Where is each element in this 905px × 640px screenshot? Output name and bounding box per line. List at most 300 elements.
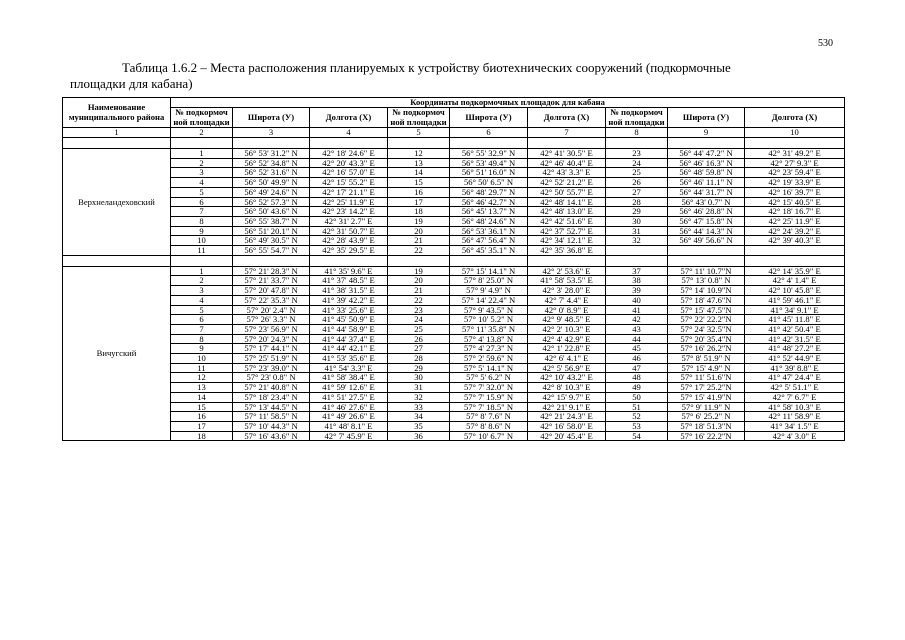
empty-cell: [171, 138, 233, 149]
longitude-cell: 41° 46' 27.6" E: [310, 402, 388, 412]
latitude-cell: 57° 21' 28.3" N: [233, 266, 310, 276]
table-row: [63, 431, 845, 441]
table-row: [63, 363, 845, 373]
site-number: 8: [171, 334, 233, 344]
longitude-cell: 41° 54' 3.3" E: [310, 363, 388, 373]
latitude-cell: 56° 53' 49.4" N: [450, 158, 528, 168]
table-row: [63, 305, 845, 315]
latitude-cell: 57° 15' 14.1" N: [450, 266, 528, 276]
latitude-cell: 56° 51' 20.1" N: [233, 226, 310, 236]
site-number: 52: [606, 412, 668, 422]
column-number: 5: [388, 128, 450, 138]
latitude-cell: 57° 5' 14.1" N: [450, 363, 528, 373]
site-number: 6: [171, 197, 233, 207]
latitude-cell: 56° 49' 56.6" N: [668, 236, 745, 246]
latitude-cell: 56° 50' 6.5" N: [450, 178, 528, 188]
empty-cell: [233, 255, 310, 266]
longitude-cell: 41° 49' 26.6" E: [310, 412, 388, 422]
longitude-cell: 42° 42' 51.6" E: [528, 216, 606, 226]
site-number: 28: [606, 197, 668, 207]
site-number: 28: [388, 354, 450, 364]
site-number: 45: [606, 344, 668, 354]
site-number: 10: [171, 236, 233, 246]
table-row: [63, 197, 845, 207]
latitude-cell: 57° 18' 51.3"N: [668, 421, 745, 431]
column-number: 8: [606, 128, 668, 138]
site-number: 10: [171, 354, 233, 364]
longitude-cell: 42° 1' 22.8" E: [528, 344, 606, 354]
longitude-cell: 42° 5' 56.9" E: [528, 363, 606, 373]
site-number: 26: [388, 334, 450, 344]
latitude-cell: 56° 52' 57.3" N: [233, 197, 310, 207]
table-row: [63, 246, 845, 256]
table-row: [63, 286, 845, 296]
table-row: [63, 315, 845, 325]
latitude-header: Широта (У): [668, 108, 745, 128]
longitude-cell: 42° 18' 16.7" E: [745, 207, 845, 217]
site-number: 47: [606, 363, 668, 373]
longitude-cell: 41° 34' 9.1" E: [745, 305, 845, 315]
longitude-cell: 42° 43' 3.3" E: [528, 168, 606, 178]
latitude-cell: 56° 55' 38.7" N: [233, 216, 310, 226]
site-number: 31: [388, 383, 450, 393]
site-number: 49: [606, 383, 668, 393]
latitude-cell: 56° 48' 59.8" N: [668, 168, 745, 178]
site-number: 35: [388, 421, 450, 431]
site-number: [606, 246, 668, 256]
table-row: [63, 207, 845, 217]
latitude-cell: 57° 23' 56.9" N: [233, 324, 310, 334]
latitude-cell: 56° 51' 16.0" N: [450, 168, 528, 178]
empty-cell: [63, 255, 171, 266]
site-number: 46: [606, 354, 668, 364]
site-number: 29: [606, 207, 668, 217]
empty-cell: [233, 138, 310, 149]
latitude-cell: 57° 15' 47.5"N: [668, 305, 745, 315]
latitude-cell: 57° 13' 0.8" N: [668, 276, 745, 286]
latitude-cell: 57° 16' 26.2"N: [668, 344, 745, 354]
longitude-header: Долгота (Х): [528, 108, 606, 128]
longitude-cell: 42° 15' 40.5" E: [745, 197, 845, 207]
coordinates-table: [62, 97, 845, 441]
site-number: 24: [388, 315, 450, 325]
column-number: 3: [233, 128, 310, 138]
latitude-cell: 57° 14' 22.4" N: [450, 295, 528, 305]
longitude-cell: 42° 21' 9.1" E: [528, 402, 606, 412]
latitude-cell: 56° 48' 24.6" N: [450, 216, 528, 226]
column-number: 9: [668, 128, 745, 138]
latitude-cell: [668, 246, 745, 256]
longitude-cell: 42° 19' 33.9" E: [745, 178, 845, 188]
site-number: 3: [171, 168, 233, 178]
latitude-cell: 56° 46' 11.1" N: [668, 178, 745, 188]
longitude-cell: 42° 50' 55.7" E: [528, 187, 606, 197]
longitude-cell: 41° 48' 27.2" E: [745, 344, 845, 354]
longitude-cell: 42° 2' 53.6" E: [528, 266, 606, 276]
site-number: 25: [606, 168, 668, 178]
latitude-cell: 57° 24' 32.5"N: [668, 324, 745, 334]
site-number: 5: [171, 187, 233, 197]
site-number: 40: [606, 295, 668, 305]
empty-cell: [606, 255, 668, 266]
site-number: 13: [171, 383, 233, 393]
site-number: 18: [171, 431, 233, 441]
site-number: 19: [388, 266, 450, 276]
longitude-cell: 42° 10' 45.8" E: [745, 286, 845, 296]
district-name: Верхнеландеховский: [63, 149, 171, 256]
empty-cell: [745, 255, 845, 266]
longitude-cell: 42° 39' 40.3" E: [745, 236, 845, 246]
table-row: [63, 226, 845, 236]
site-number: 33: [388, 402, 450, 412]
latitude-cell: 57° 7' 18.5" N: [450, 402, 528, 412]
longitude-cell: 41° 38' 31.5" E: [310, 286, 388, 296]
latitude-cell: 57° 2' 59.6" N: [450, 354, 528, 364]
longitude-cell: 42° 35' 36.8" E: [528, 246, 606, 256]
latitude-cell: 57° 25' 51.9" N: [233, 354, 310, 364]
latitude-cell: 56° 52' 31.6" N: [233, 168, 310, 178]
column-number-row: [63, 128, 845, 138]
longitude-cell: 42° 17' 21.1" E: [310, 187, 388, 197]
empty-cell: [606, 138, 668, 149]
latitude-cell: 57° 13' 44.5" N: [233, 402, 310, 412]
site-number: 22: [388, 246, 450, 256]
longitude-cell: 42° 24' 39.2" E: [745, 226, 845, 236]
table-row: [63, 236, 845, 246]
latitude-cell: 57° 23' 39.0" N: [233, 363, 310, 373]
empty-cell: [450, 138, 528, 149]
empty-cell: [528, 255, 606, 266]
site-number: 29: [388, 363, 450, 373]
empty-cell: [528, 138, 606, 149]
latitude-cell: 57° 7' 32.0" N: [450, 383, 528, 393]
latitude-cell: 57° 8' 7.6" N: [450, 412, 528, 422]
longitude-cell: 42° 34' 12.1" E: [528, 236, 606, 246]
latitude-cell: 57° 11' 58.5" N: [233, 412, 310, 422]
longitude-cell: 41° 37' 48.5" E: [310, 276, 388, 286]
latitude-cell: 57° 23' 0.8" N: [233, 373, 310, 383]
latitude-cell: 57° 17' 25.2"N: [668, 383, 745, 393]
longitude-cell: 42° 7' 45.9" E: [310, 431, 388, 441]
site-number: 23: [388, 305, 450, 315]
table-row: [63, 344, 845, 354]
longitude-cell: 42° 2' 10.3" E: [528, 324, 606, 334]
site-number: 14: [388, 168, 450, 178]
site-number-header: № подкормоч ной площадки: [388, 108, 450, 128]
site-number: 36: [388, 431, 450, 441]
latitude-cell: 57° 14' 10.9"N: [668, 286, 745, 296]
latitude-cell: 57° 16' 22.2"N: [668, 431, 745, 441]
site-number: 1: [171, 149, 233, 159]
longitude-cell: 42° 46' 40.4" E: [528, 158, 606, 168]
longitude-cell: 42° 31' 49.2" E: [745, 149, 845, 159]
site-number-header: № подкормоч ной площадки: [171, 108, 233, 128]
site-number: 4: [171, 178, 233, 188]
site-number: 3: [171, 286, 233, 296]
latitude-cell: 57° 20' 47.8" N: [233, 286, 310, 296]
site-number: 8: [171, 216, 233, 226]
latitude-cell: 56° 44' 47.2" N: [668, 149, 745, 159]
longitude-cell: 42° 3' 28.0" E: [528, 286, 606, 296]
site-number: 44: [606, 334, 668, 344]
latitude-cell: 57° 18' 23.4" N: [233, 392, 310, 402]
site-number: 51: [606, 402, 668, 412]
site-number: 41: [606, 305, 668, 315]
column-number: 7: [528, 128, 606, 138]
latitude-cell: 57° 9' 4.9" N: [450, 286, 528, 296]
latitude-cell: 57° 22' 35.3" N: [233, 295, 310, 305]
empty-cell: [668, 138, 745, 149]
longitude-cell: 41° 44' 37.4" E: [310, 334, 388, 344]
site-number: 14: [171, 392, 233, 402]
site-number: 11: [171, 363, 233, 373]
latitude-cell: 56° 47' 15.8" N: [668, 216, 745, 226]
column-number: 6: [450, 128, 528, 138]
latitude-cell: 56° 55' 54.7" N: [233, 246, 310, 256]
longitude-cell: 41° 48' 8.1" E: [310, 421, 388, 431]
longitude-cell: 42° 11' 58.9" E: [745, 412, 845, 422]
latitude-cell: 57° 9' 43.5" N: [450, 305, 528, 315]
column-number: 4: [310, 128, 388, 138]
longitude-cell: 41° 35' 9.6" E: [310, 266, 388, 276]
table-row: [63, 392, 845, 402]
latitude-cell: 56° 47' 56.4" N: [450, 236, 528, 246]
longitude-cell: 42° 4' 3.0" E: [745, 431, 845, 441]
empty-cell: [310, 255, 388, 266]
table-row: [63, 402, 845, 412]
site-number: 50: [606, 392, 668, 402]
site-number: 9: [171, 226, 233, 236]
latitude-cell: 57° 15' 41.9"N: [668, 392, 745, 402]
latitude-cell: 57° 8' 8.6" N: [450, 421, 528, 431]
longitude-cell: 42° 5' 51.1" E: [745, 383, 845, 393]
latitude-cell: 56° 45' 35.1" N: [450, 246, 528, 256]
site-number: 30: [388, 373, 450, 383]
latitude-header: Широта (У): [233, 108, 310, 128]
site-number: 22: [388, 295, 450, 305]
site-number: 9: [171, 344, 233, 354]
longitude-cell: 42° 6' 4.1" E: [528, 354, 606, 364]
latitude-cell: 56° 43' 0.7" N: [668, 197, 745, 207]
site-number: 12: [171, 373, 233, 383]
site-number: 31: [606, 226, 668, 236]
latitude-cell: 57° 9' 11.9" N: [668, 402, 745, 412]
table-row: [63, 421, 845, 431]
latitude-cell: 57° 11' 35.8" N: [450, 324, 528, 334]
table-row: [63, 187, 845, 197]
site-number: 32: [606, 236, 668, 246]
site-number: 15: [171, 402, 233, 412]
latitude-cell: 56° 50' 43.6" N: [233, 207, 310, 217]
latitude-cell: 57° 11' 10.7"N: [668, 266, 745, 276]
latitude-cell: 57° 20' 2.4" N: [233, 305, 310, 315]
longitude-cell: 42° 18' 24.6" E: [310, 149, 388, 159]
latitude-cell: 57° 21' 40.8" N: [233, 383, 310, 393]
site-number: 7: [171, 324, 233, 334]
longitude-cell: 42° 9' 48.5" E: [528, 315, 606, 325]
empty-cell: [668, 255, 745, 266]
site-number: 30: [606, 216, 668, 226]
longitude-cell: 42° 41' 30.5" E: [528, 149, 606, 159]
latitude-cell: 57° 21' 33.7" N: [233, 276, 310, 286]
longitude-cell: 41° 53' 35.6" E: [310, 354, 388, 364]
longitude-cell: 42° 48' 14.1" E: [528, 197, 606, 207]
site-number: 24: [606, 158, 668, 168]
empty-cell: [388, 138, 450, 149]
longitude-cell: 41° 33' 25.6" E: [310, 305, 388, 315]
latitude-cell: 56° 44' 31.7" N: [668, 187, 745, 197]
longitude-cell: 42° 14' 35.9" E: [745, 266, 845, 276]
district-header: Наименование муниципального района: [63, 98, 171, 128]
latitude-cell: 57° 10' 6.7" N: [450, 431, 528, 441]
longitude-cell: 42° 4' 1.4" E: [745, 276, 845, 286]
site-number: 7: [171, 207, 233, 217]
longitude-cell: 41° 51' 27.5" E: [310, 392, 388, 402]
latitude-cell: 56° 49' 24.6" N: [233, 187, 310, 197]
latitude-cell: 57° 26' 3.3" N: [233, 315, 310, 325]
latitude-cell: 56° 50' 49.9" N: [233, 178, 310, 188]
longitude-cell: 42° 20' 43.3" E: [310, 158, 388, 168]
longitude-cell: 41° 59' 12.6" E: [310, 383, 388, 393]
longitude-cell: 42° 15' 55.2" E: [310, 178, 388, 188]
latitude-cell: 56° 46' 42.7" N: [450, 197, 528, 207]
latitude-cell: 57° 6' 25.2" N: [668, 412, 745, 422]
site-number: 42: [606, 315, 668, 325]
latitude-cell: 57° 20' 35.4"N: [668, 334, 745, 344]
longitude-cell: 42° 15' 9.7" E: [528, 392, 606, 402]
site-number: 2: [171, 276, 233, 286]
site-number: 54: [606, 431, 668, 441]
longitude-cell: 42° 28' 43.9" E: [310, 236, 388, 246]
longitude-cell: 42° 23' 59.4" E: [745, 168, 845, 178]
longitude-cell: 41° 42' 31.5" E: [745, 334, 845, 344]
longitude-cell: 41° 44' 58.9" E: [310, 324, 388, 334]
site-number: 6: [171, 315, 233, 325]
longitude-cell: 42° 4' 42.9" E: [528, 334, 606, 344]
latitude-cell: 57° 15' 4.9" N: [668, 363, 745, 373]
latitude-cell: 57° 11' 51.6"N: [668, 373, 745, 383]
longitude-cell: 42° 7' 6.7" E: [745, 392, 845, 402]
table-row: [63, 334, 845, 344]
site-number: 1: [171, 266, 233, 276]
site-number: 27: [606, 187, 668, 197]
longitude-cell: 42° 7' 4.4" E: [528, 295, 606, 305]
latitude-cell: 57° 10' 44.3" N: [233, 421, 310, 431]
longitude-cell: 41° 34' 1.5" E: [745, 421, 845, 431]
spacer-row: [63, 138, 845, 149]
column-number: 2: [171, 128, 233, 138]
table-row: [63, 216, 845, 226]
longitude-cell: 41° 42' 50.4" E: [745, 324, 845, 334]
longitude-cell: 42° 31' 2.7" E: [310, 216, 388, 226]
table-row: [63, 373, 845, 383]
latitude-cell: 57° 17' 44.1" N: [233, 344, 310, 354]
latitude-cell: 56° 55' 32.9" N: [450, 149, 528, 159]
latitude-cell: 57° 8' 51.9" N: [668, 354, 745, 364]
site-number: 19: [388, 216, 450, 226]
longitude-cell: 41° 58' 38.4" E: [310, 373, 388, 383]
latitude-cell: 56° 53' 31.2" N: [233, 149, 310, 159]
site-number: 26: [606, 178, 668, 188]
longitude-cell: 42° 25' 11.9" E: [310, 197, 388, 207]
caption-line-1: Таблица 1.6.2 – Места расположения планируемых к устройству биотехнических сооружений (подкормочные: [122, 60, 731, 75]
longitude-cell: 42° 16' 57.0" E: [310, 168, 388, 178]
longitude-cell: 41° 47' 24.4" E: [745, 373, 845, 383]
site-number: 37: [606, 266, 668, 276]
site-number: 13: [388, 158, 450, 168]
site-number: 16: [171, 412, 233, 422]
longitude-cell: 42° 8' 10.3" E: [528, 383, 606, 393]
site-number: 21: [388, 286, 450, 296]
latitude-cell: 57° 20' 24.3" N: [233, 334, 310, 344]
longitude-cell: 41° 39' 8.8" E: [745, 363, 845, 373]
longitude-cell: [745, 246, 845, 256]
longitude-cell: 41° 59' 46.1" E: [745, 295, 845, 305]
column-number: 1: [63, 128, 171, 138]
longitude-cell: 41° 44' 42.1" E: [310, 344, 388, 354]
latitude-cell: 56° 44' 14.3" N: [668, 226, 745, 236]
table-row: [63, 149, 845, 159]
longitude-cell: 42° 37' 52.7" E: [528, 226, 606, 236]
site-number: 48: [606, 373, 668, 383]
caption-line-2: площадки для кабана): [70, 76, 193, 91]
latitude-cell: 57° 5' 6.2" N: [450, 373, 528, 383]
longitude-cell: 42° 16' 58.0" E: [528, 421, 606, 431]
site-number: 34: [388, 412, 450, 422]
site-number: 12: [388, 149, 450, 159]
site-number: 20: [388, 226, 450, 236]
longitude-cell: 42° 35' 29.5" E: [310, 246, 388, 256]
site-number: 27: [388, 344, 450, 354]
latitude-cell: 56° 53' 36.1" N: [450, 226, 528, 236]
table-row: [63, 158, 845, 168]
table-row: [63, 178, 845, 188]
longitude-cell: 41° 58' 53.5" E: [528, 276, 606, 286]
longitude-cell: 42° 27' 9.3" E: [745, 158, 845, 168]
longitude-header: Долгота (Х): [310, 108, 388, 128]
site-number: 16: [388, 187, 450, 197]
table-caption: [70, 60, 850, 92]
latitude-header: Широта (У): [450, 108, 528, 128]
site-number: 32: [388, 392, 450, 402]
table-row: [63, 412, 845, 422]
coordinates-header: Координаты подкормочных площадок для кабана: [171, 98, 845, 108]
district-name: Вичугский: [63, 266, 171, 441]
empty-cell: [450, 255, 528, 266]
longitude-cell: 42° 48' 13.0" E: [528, 207, 606, 217]
longitude-cell: 42° 23' 14.2" E: [310, 207, 388, 217]
longitude-cell: 42° 25' 11.9" E: [745, 216, 845, 226]
empty-cell: [171, 255, 233, 266]
site-number: 17: [171, 421, 233, 431]
empty-cell: [745, 138, 845, 149]
column-number: 10: [745, 128, 845, 138]
latitude-cell: 56° 46' 28.8" N: [668, 207, 745, 217]
table-row: [63, 324, 845, 334]
site-number: 15: [388, 178, 450, 188]
table-row: [63, 354, 845, 364]
latitude-cell: 56° 45' 13.7" N: [450, 207, 528, 217]
site-number: 17: [388, 197, 450, 207]
longitude-cell: 42° 0' 8.9" E: [528, 305, 606, 315]
longitude-cell: 41° 45' 50.9" E: [310, 315, 388, 325]
longitude-cell: 42° 20' 45.4" E: [528, 431, 606, 441]
latitude-cell: 57° 4' 13.8" N: [450, 334, 528, 344]
longitude-cell: 41° 45' 11.8" E: [745, 315, 845, 325]
site-number: 21: [388, 236, 450, 246]
site-number: 20: [388, 276, 450, 286]
site-number: 38: [606, 276, 668, 286]
